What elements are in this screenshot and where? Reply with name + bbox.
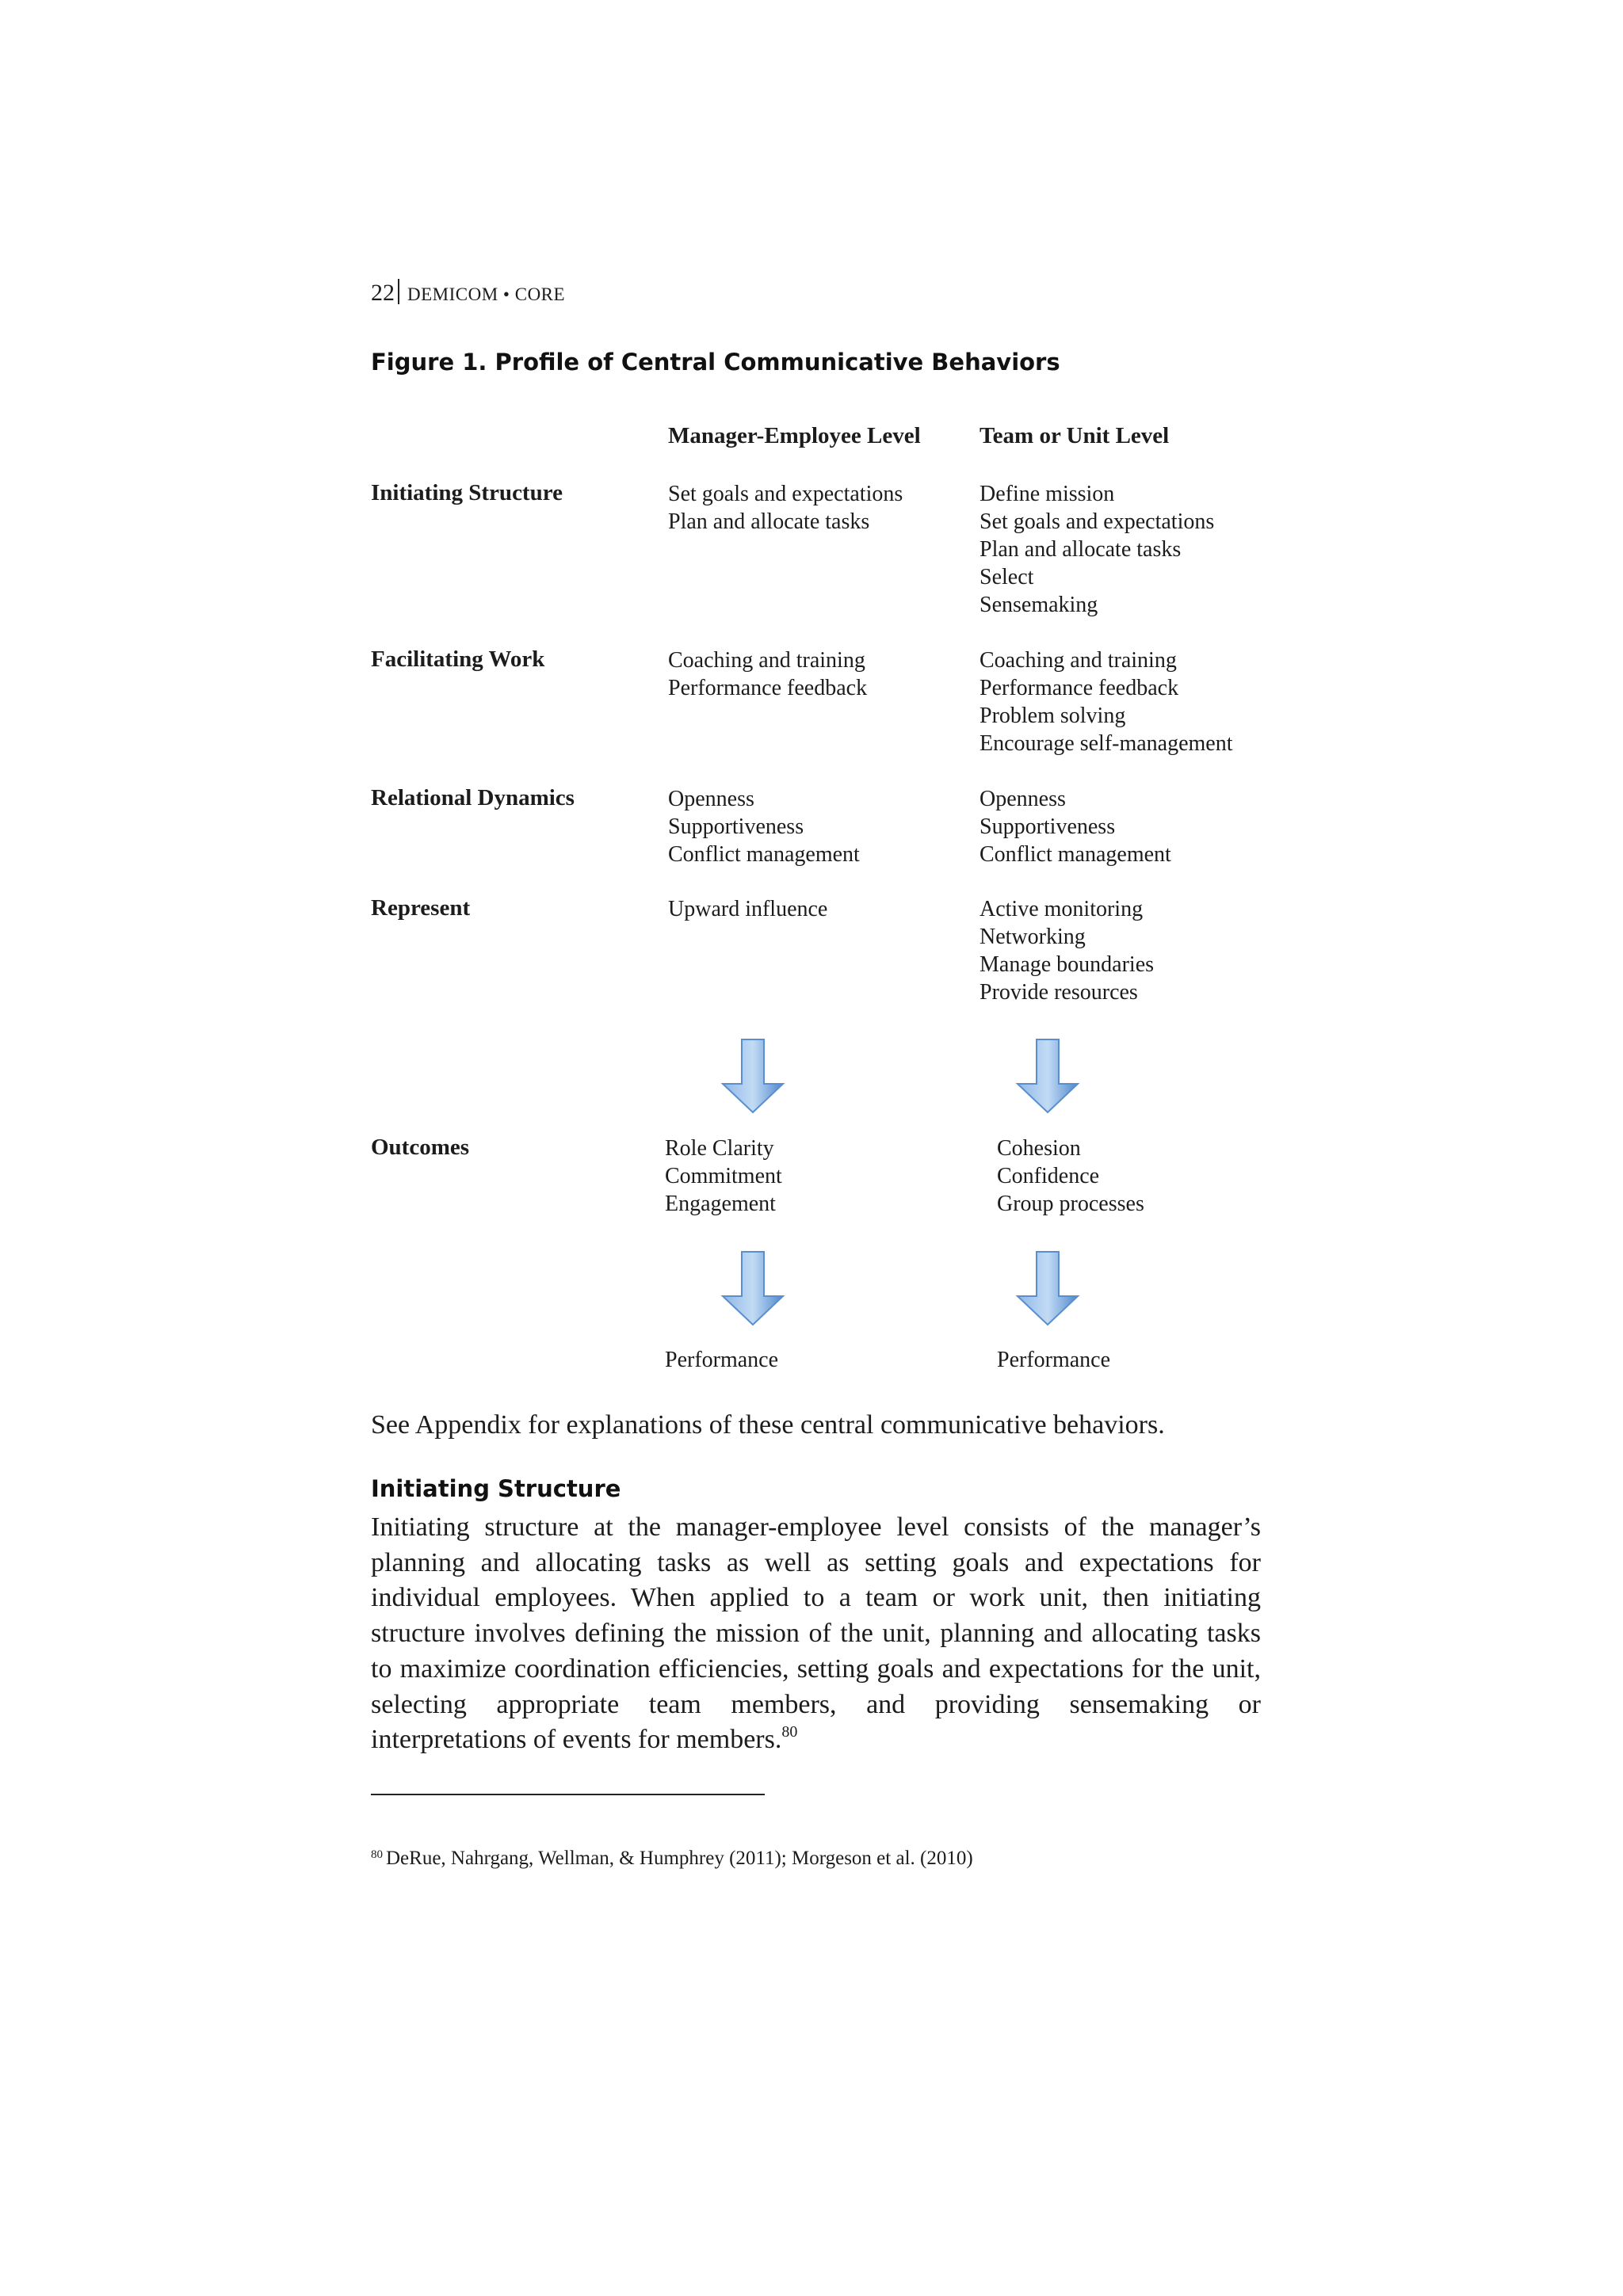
list-item: Performance feedback xyxy=(980,676,1179,700)
running-head xyxy=(371,279,565,307)
list-item: Manage boundaries xyxy=(980,952,1155,977)
section-heading: Initiating Structure xyxy=(371,1475,621,1502)
list-item: Provide resources xyxy=(980,980,1138,1005)
list-item: Performance feedback xyxy=(668,676,868,700)
cell-outcomes-manager xyxy=(665,1135,782,1218)
cell-relational-manager xyxy=(668,785,860,868)
down-arrow-icon xyxy=(720,1038,786,1114)
list-item: Active monitoring xyxy=(980,897,1144,921)
down-arrow-icon xyxy=(720,1250,786,1326)
list-item: Conflict management xyxy=(668,842,860,867)
cell-represent-manager xyxy=(668,895,827,923)
list-item: Encourage self-management xyxy=(980,731,1233,756)
list-item: Openness xyxy=(980,787,1066,811)
list-item: Select xyxy=(980,565,1034,589)
cell-represent-team xyxy=(980,895,1154,1006)
row-label-initiating-structure: Initiating Structure xyxy=(371,480,563,505)
list-item: Plan and allocate tasks xyxy=(980,537,1182,562)
footnote-ref[interactable]: 80 xyxy=(781,1723,798,1741)
list-item: Role Clarity xyxy=(665,1136,774,1161)
journal-name: DEMICOM • CORE xyxy=(407,284,566,304)
list-item: Coaching and training xyxy=(668,648,865,673)
column-header-manager: Manager-Employee Level xyxy=(668,423,921,448)
page-number: 22 xyxy=(371,280,395,306)
column-header-team: Team or Unit Level xyxy=(980,423,1170,448)
performance-manager: Performance xyxy=(665,1348,779,1372)
footnote-number: 80 xyxy=(371,1848,383,1861)
down-arrow-icon xyxy=(1014,1038,1081,1114)
list-item: Engagement xyxy=(665,1192,776,1216)
figure-title: Figure 1. Profile of Central Communicative Behaviors xyxy=(371,349,1060,376)
list-item: Sensemaking xyxy=(980,593,1098,617)
down-arrow-icon xyxy=(1014,1250,1081,1326)
list-item: Commitment xyxy=(665,1164,782,1188)
list-item: Coaching and training xyxy=(980,648,1177,673)
list-item: Conflict management xyxy=(980,842,1171,867)
row-label-facilitating-work: Facilitating Work xyxy=(371,646,545,672)
list-item: Set goals and expectations xyxy=(980,509,1215,534)
footnote xyxy=(371,1848,973,1870)
list-item: Supportiveness xyxy=(668,814,804,839)
list-item: Define mission xyxy=(980,482,1115,506)
list-item: Openness xyxy=(668,787,754,811)
cell-facilitating-team xyxy=(980,646,1233,757)
cell-initiating-manager xyxy=(668,480,903,536)
cell-initiating-team xyxy=(980,480,1214,619)
list-item: Set goals and expectations xyxy=(668,482,903,506)
row-label-outcomes: Outcomes xyxy=(371,1135,470,1160)
header-divider xyxy=(398,279,399,304)
list-item: Upward influence xyxy=(668,897,828,921)
cell-facilitating-manager xyxy=(668,646,867,702)
list-item: Confidence xyxy=(997,1164,1100,1188)
list-item: Supportiveness xyxy=(980,814,1116,839)
appendix-note: See Appendix for explanations of these central communicative behaviors. xyxy=(371,1410,1165,1440)
row-label-represent: Represent xyxy=(371,895,471,921)
row-label-relational-dynamics: Relational Dynamics xyxy=(371,785,575,810)
cell-relational-team xyxy=(980,785,1171,868)
list-item: Problem solving xyxy=(980,704,1126,728)
list-item: Group processes xyxy=(997,1192,1144,1216)
footnote-text: DeRue, Nahrgang, Wellman, & Humphrey (2011); Morgeson et al. (2010) xyxy=(386,1848,973,1869)
performance-team: Performance xyxy=(997,1348,1111,1372)
footnote-divider xyxy=(371,1794,765,1795)
body-paragraph xyxy=(371,1510,1261,1758)
paragraph-text: Initiating structure at the manager-employee level consists of the manager’s planning and allocating tasks as well as setting goals and expectations for individual employees. When applied to a team or work unit, then initiating structure involves defining the mission of the unit, planning and allocating tasks to maximize coordination efficiencies, setting goals and expectations for the unit, selecting appropriate team members, and providing sensemaking or interpretations of events for members. xyxy=(371,1512,1261,1755)
list-item: Cohesion xyxy=(997,1136,1081,1161)
list-item: Networking xyxy=(980,925,1086,949)
cell-outcomes-team xyxy=(997,1135,1144,1218)
list-item: Plan and allocate tasks xyxy=(668,509,870,534)
